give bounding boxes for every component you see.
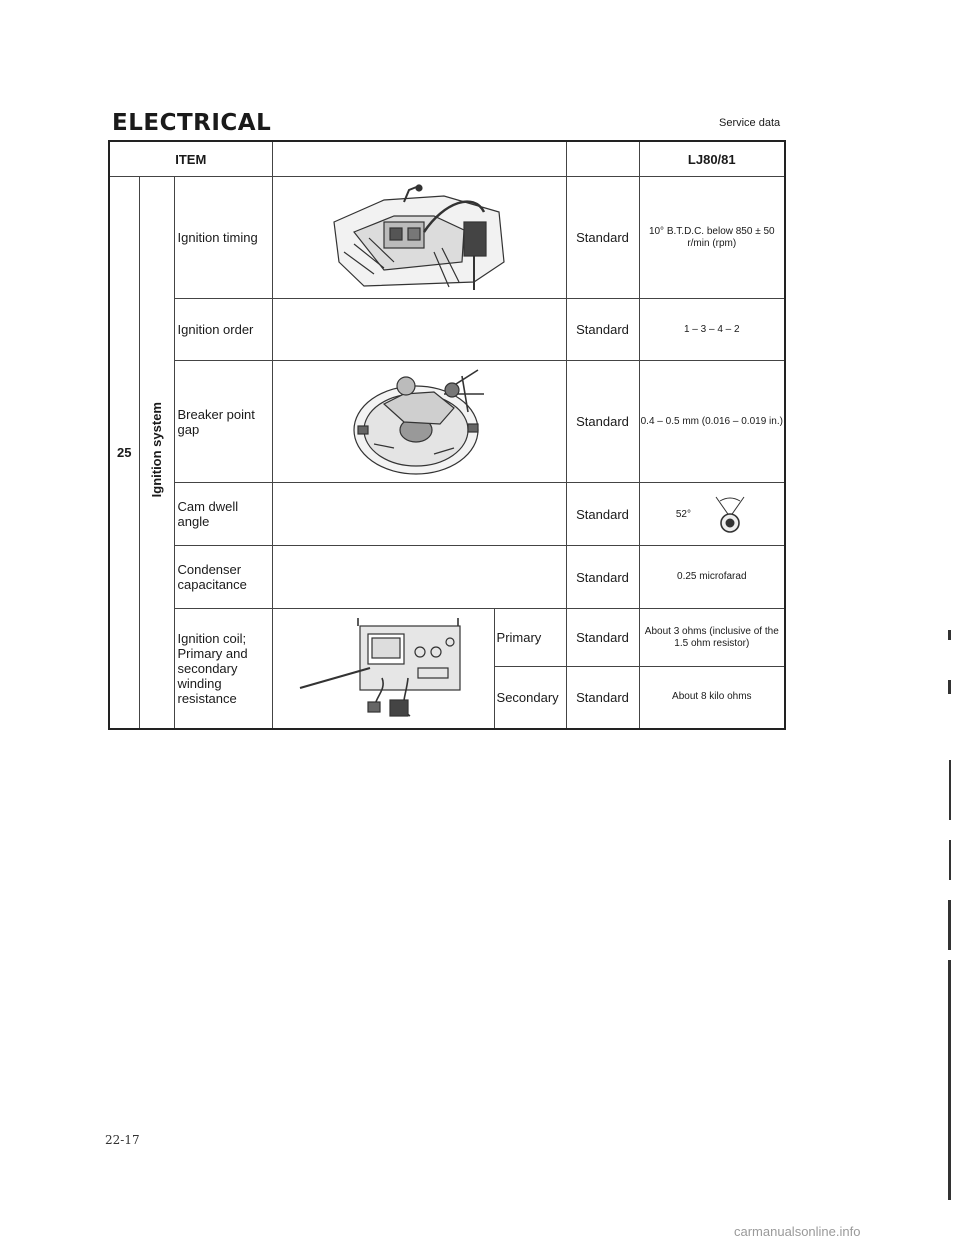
edge-mark (949, 760, 951, 820)
edge-mark (949, 840, 951, 880)
table-row (109, 609, 785, 667)
edge-mark (948, 900, 951, 950)
watermark: carmanualsonline.info (734, 1224, 861, 1239)
ignition-coil-illustration (272, 609, 494, 729)
table-row (109, 361, 785, 483)
row-label: Condenser capacitance (174, 546, 272, 609)
edge-mark (948, 680, 951, 694)
engine-timing-image (324, 182, 514, 294)
row-standard: Standard (566, 609, 639, 667)
table-row (109, 177, 785, 299)
dwell-angle-icon (712, 493, 748, 535)
empty-image-cell (272, 483, 566, 546)
winding-label: Primary (494, 609, 566, 667)
table-header-row (109, 141, 785, 177)
row-label: Cam dwell angle (174, 483, 272, 546)
row-label: Ignition coil; Primary and secondary winding resistance (174, 609, 272, 729)
row-value: 10° B.T.D.C. below 850 ± 50 r/min (rpm) (639, 177, 785, 299)
row-label: Ignition timing (174, 177, 272, 299)
group-name: Ignition system (149, 402, 164, 498)
page-heading: ELECTRICAL (112, 110, 272, 136)
row-value: About 3 ohms (inclusive of the 1.5 ohm resistor) (639, 609, 785, 667)
group-name-cell (139, 177, 174, 729)
row-value: 52° (675, 508, 691, 520)
service-data-table (108, 140, 786, 730)
row-standard: Standard (566, 361, 639, 483)
image-header (272, 141, 566, 177)
standard-header (566, 141, 639, 177)
row-value-cell (639, 483, 785, 546)
empty-image-cell (272, 546, 566, 609)
model-header: LJ80/81 (639, 141, 785, 177)
row-standard: Standard (566, 483, 639, 546)
table-row (109, 483, 785, 546)
table-row (109, 299, 785, 361)
empty-image-cell (272, 299, 566, 361)
row-standard: Standard (566, 546, 639, 609)
breaker-point-illustration (272, 361, 566, 483)
row-value: About 8 kilo ohms (639, 667, 785, 729)
row-standard: Standard (566, 667, 639, 729)
group-number: 25 (109, 177, 139, 729)
row-value: 0.4 – 0.5 mm (0.016 – 0.019 in.) (639, 361, 785, 483)
row-label: Breaker point gap (174, 361, 272, 483)
row-value: 1 – 3 – 4 – 2 (639, 299, 785, 361)
row-label: Ignition order (174, 299, 272, 361)
row-standard: Standard (566, 177, 639, 299)
winding-label: Secondary (494, 667, 566, 729)
row-value: 0.25 microfarad (639, 546, 785, 609)
table-row (109, 546, 785, 609)
row-standard: Standard (566, 299, 639, 361)
edge-mark (948, 960, 951, 1200)
resistance-tester-image (298, 612, 468, 724)
item-header: ITEM (109, 141, 272, 177)
page-subheading: Service data (719, 117, 781, 129)
page-number: 22-17 (105, 1133, 140, 1147)
edge-mark (948, 630, 951, 640)
ignition-timing-illustration (272, 177, 566, 299)
distributor-image (344, 364, 494, 480)
